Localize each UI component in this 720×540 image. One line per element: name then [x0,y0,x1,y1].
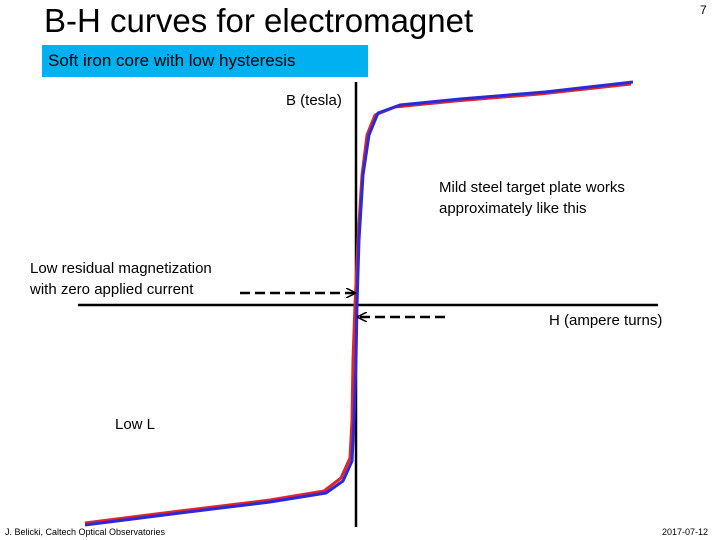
footer-author: J. Belicki, Caltech Optical Observatories [5,527,166,537]
residual-annotation-line-2: with zero applied current [30,281,194,298]
residual-magnetization-annotation [30,258,270,300]
footer-date: 2017-07-12 [662,527,709,537]
bh-curve-blue-branch [85,82,633,525]
slide-title: B-H curves for electromagnet [44,2,474,39]
subtitle: Soft iron core with low hysteresis [48,51,296,70]
slide-number: 7 [700,3,707,17]
x-axis-label: H (ampere turns) [549,312,663,329]
y-axis-label: B (tesla) [286,92,342,109]
mild-steel-annotation-line-2: approximately like this [439,200,587,217]
low-l-annotation: Low L [115,416,156,433]
mild-steel-annotation-line-1: Mild steel target plate works [439,179,625,196]
residual-annotation-line-1: Low residual magnetization [30,260,212,277]
mild-steel-annotation [439,177,679,219]
